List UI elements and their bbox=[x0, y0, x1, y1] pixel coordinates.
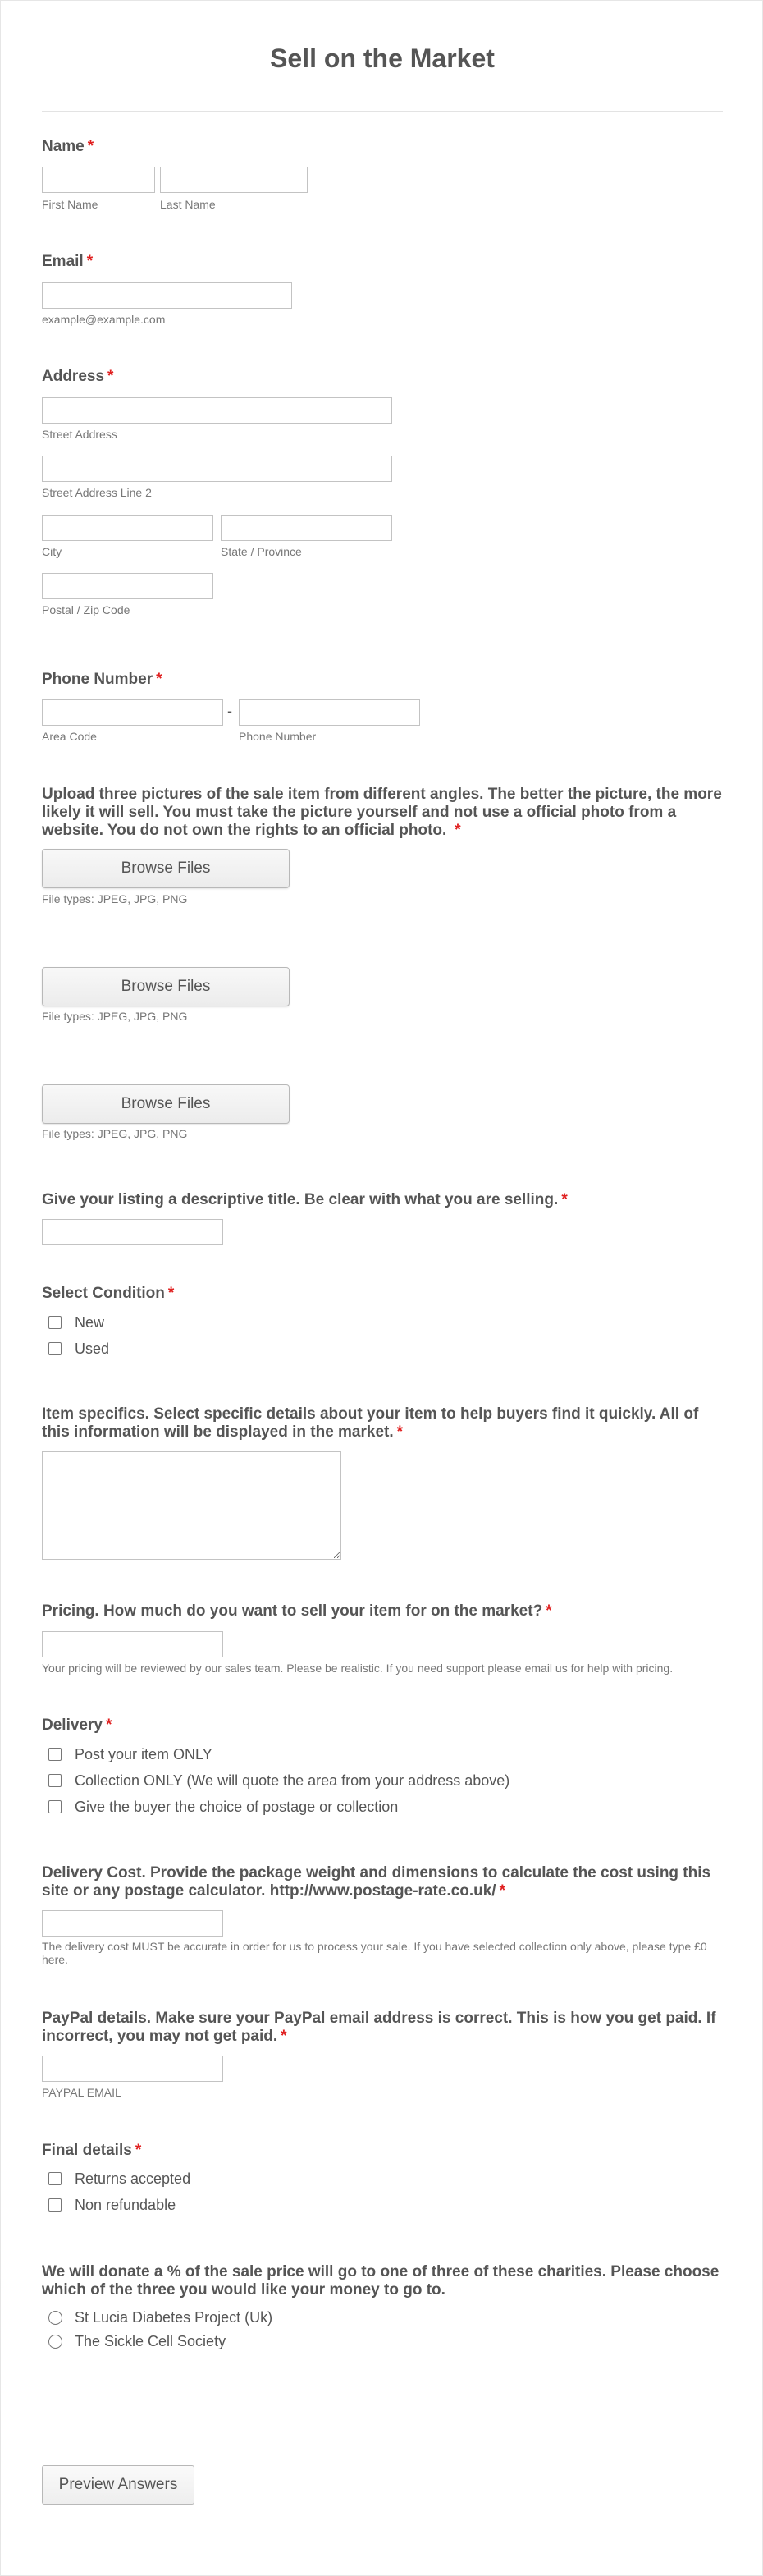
checkbox-icon[interactable] bbox=[48, 1748, 62, 1761]
paypal-email-sublabel: PAYPAL EMAIL bbox=[42, 2086, 121, 2099]
charity-label: We will donate a % of the sale price will go to one of three of these charities. Please choose which of the three you would like your money to go to. bbox=[42, 2263, 720, 2299]
delivery-label bbox=[42, 1717, 723, 1735]
item-specifics-label-text: Item specifics. Select specific details about your item to help buyers find it quickly. All of this information will be displayed in the market. bbox=[42, 1405, 699, 1441]
radio-icon[interactable] bbox=[48, 2335, 62, 2349]
delivery-cost-label-text: Delivery Cost. Provide the package weight and dimensions to calculate the cost using this site or any postage calculator. http://www.postage-rate.co.uk/ bbox=[42, 1864, 711, 1900]
checkbox-icon[interactable] bbox=[48, 1774, 62, 1787]
required-asterisk: * bbox=[167, 1285, 175, 1302]
item-specifics-label bbox=[42, 1405, 723, 1442]
phone-label-text: Phone Number bbox=[42, 671, 153, 688]
condition-label bbox=[42, 1285, 723, 1303]
option-label: The Sickle Cell Society bbox=[75, 2333, 226, 2349]
condition-label-text: Select Condition bbox=[42, 1285, 165, 1302]
listing-title-label-text: Give your listing a descriptive title. Be clear with what you are selling. bbox=[42, 1191, 559, 1208]
file-types-note-1: File types: JPEG, JPG, PNG bbox=[42, 892, 188, 905]
checkbox-icon[interactable] bbox=[48, 2172, 62, 2185]
upload-label bbox=[42, 786, 723, 840]
option-label: Give the buyer the choice of postage or collection bbox=[75, 1799, 399, 1815]
browse-files-button-3[interactable]: Browse Files bbox=[42, 1084, 290, 1124]
state-sublabel: State / Province bbox=[221, 545, 302, 558]
file-types-note-2: File types: JPEG, JPG, PNG bbox=[42, 1010, 188, 1023]
delivery-cost-note: The delivery cost MUST be accurate in order for us to process your sale. If you have selected collection only above, please type £0 here. bbox=[42, 1940, 707, 1966]
required-asterisk: * bbox=[455, 822, 461, 839]
item-specifics-textarea[interactable] bbox=[42, 1451, 341, 1560]
paypal-email-input[interactable] bbox=[42, 2056, 223, 2082]
last-name-input[interactable] bbox=[160, 167, 308, 193]
final-details-label bbox=[42, 2142, 723, 2160]
email-input[interactable] bbox=[42, 282, 292, 309]
option-label: Used bbox=[75, 1341, 110, 1357]
required-asterisk: * bbox=[87, 138, 94, 155]
city-input[interactable] bbox=[42, 515, 213, 541]
option-label: Returns accepted bbox=[75, 2170, 191, 2187]
street-address-2-sublabel: Street Address Line 2 bbox=[42, 486, 152, 499]
option-label: New bbox=[75, 1314, 105, 1331]
required-asterisk: * bbox=[156, 671, 162, 688]
option-label: St Lucia Diabetes Project (Uk) bbox=[75, 2309, 273, 2326]
listing-title-input[interactable] bbox=[42, 1219, 223, 1245]
delivery-cost-label bbox=[42, 1864, 723, 1900]
browse-files-button-2[interactable]: Browse Files bbox=[42, 967, 290, 1006]
pricing-input[interactable] bbox=[42, 1631, 223, 1657]
checkbox-icon[interactable] bbox=[48, 1800, 62, 1813]
email-label-text: Email bbox=[42, 253, 84, 270]
required-asterisk: * bbox=[499, 1882, 505, 1900]
name-label bbox=[42, 138, 723, 156]
option-label: Post your item ONLY bbox=[75, 1746, 212, 1762]
checkbox-icon[interactable] bbox=[48, 2198, 62, 2212]
first-name-input[interactable] bbox=[42, 167, 155, 193]
street-address-2-input[interactable] bbox=[42, 456, 392, 482]
postal-code-input[interactable] bbox=[42, 573, 213, 599]
last-name-sublabel: Last Name bbox=[160, 198, 216, 211]
checkbox-icon[interactable] bbox=[48, 1342, 62, 1355]
browse-files-button-1[interactable]: Browse Files bbox=[42, 849, 290, 888]
state-input[interactable] bbox=[221, 515, 392, 541]
required-asterisk: * bbox=[561, 1191, 568, 1208]
required-asterisk: * bbox=[105, 1717, 112, 1734]
pricing-note: Your pricing will be reviewed by our sales team. Please be realistic. If you need support please email us for help with pricing. bbox=[42, 1662, 674, 1675]
phone-separator: - bbox=[227, 703, 232, 719]
postal-code-sublabel: Postal / Zip Code bbox=[42, 603, 130, 616]
name-label-text: Name bbox=[42, 138, 85, 155]
preview-answers-button[interactable]: Preview Answers bbox=[42, 2465, 194, 2505]
area-code-input[interactable] bbox=[42, 699, 223, 726]
pricing-label-text: Pricing. How much do you want to sell your item for on the market? bbox=[42, 1602, 543, 1620]
area-code-sublabel: Area Code bbox=[42, 730, 97, 743]
first-name-sublabel: First Name bbox=[42, 198, 98, 211]
required-asterisk: * bbox=[107, 368, 114, 385]
option-label: Non refundable bbox=[75, 2197, 176, 2213]
phone-number-sublabel: Phone Number bbox=[239, 730, 317, 743]
required-asterisk: * bbox=[135, 2142, 142, 2159]
required-asterisk: * bbox=[281, 2028, 287, 2045]
radio-icon[interactable] bbox=[48, 2311, 62, 2325]
street-address-sublabel: Street Address bbox=[42, 428, 117, 441]
pricing-label bbox=[42, 1602, 723, 1620]
paypal-label bbox=[42, 2010, 723, 2046]
address-label-text: Address bbox=[42, 368, 105, 385]
option-label: Collection ONLY (We will quote the area from your address above) bbox=[75, 1772, 510, 1789]
city-sublabel: City bbox=[42, 545, 62, 558]
email-label bbox=[42, 253, 723, 271]
delivery-cost-input[interactable] bbox=[42, 1910, 223, 1937]
final-details-label-text: Final details bbox=[42, 2142, 132, 2159]
required-asterisk: * bbox=[396, 1423, 404, 1441]
address-label bbox=[42, 368, 723, 386]
file-types-note-3: File types: JPEG, JPG, PNG bbox=[42, 1127, 188, 1140]
phone-number-input[interactable] bbox=[239, 699, 420, 726]
paypal-label-text: PayPal details. Make sure your PayPal email address is correct. This is how you get paid. If incorrect, you may not get paid. bbox=[42, 2010, 716, 2045]
listing-title-label bbox=[42, 1191, 723, 1209]
email-sublabel: example@example.com bbox=[42, 313, 166, 326]
required-asterisk: * bbox=[86, 253, 94, 270]
phone-label bbox=[42, 671, 723, 689]
title-divider bbox=[42, 111, 723, 112]
form-title: Sell on the Market bbox=[270, 44, 495, 73]
checkbox-icon[interactable] bbox=[48, 1316, 62, 1329]
required-asterisk: * bbox=[546, 1602, 552, 1620]
delivery-label-text: Delivery bbox=[42, 1717, 103, 1734]
upload-label-text: Upload three pictures of the sale item from different angles. The better the picture, the more likely it will sell. You must take the picture yourself and not use a official photo from a website. You do not own the rights to an official photo. bbox=[42, 786, 722, 839]
street-address-input[interactable] bbox=[42, 397, 392, 424]
